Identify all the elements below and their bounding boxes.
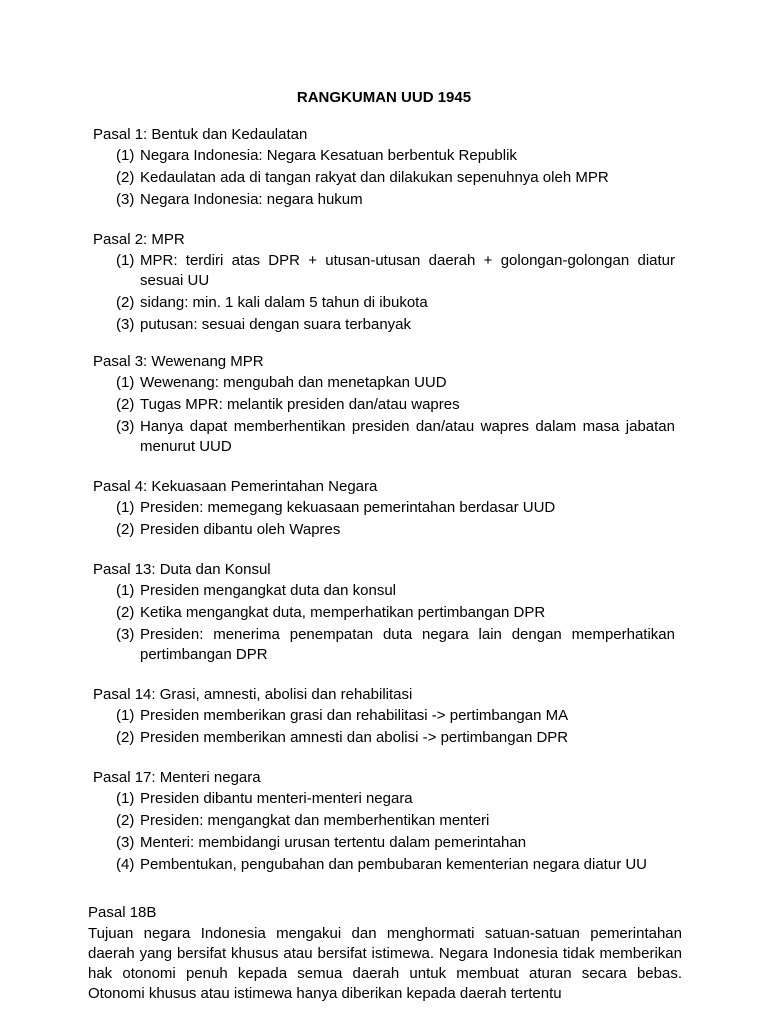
section-heading: Pasal 14: Grasi, amnesti, abolisi dan rehabilitasi bbox=[93, 686, 413, 703]
list-item bbox=[93, 498, 675, 518]
list-item bbox=[93, 706, 675, 726]
list-item bbox=[93, 855, 675, 875]
item-text: Ketika mengangkat duta, memperhatikan pertimbangan DPR bbox=[140, 604, 546, 621]
section-pasal-4 bbox=[93, 476, 675, 542]
item-text: Presiden: mengangkat dan memberhentikan menteri bbox=[140, 812, 490, 829]
item-number: (3) bbox=[116, 191, 135, 208]
section-heading: Pasal 1: Bentuk dan Kedaulatan bbox=[93, 126, 308, 143]
item-number: (2) bbox=[116, 521, 135, 538]
section-pasal-2 bbox=[93, 229, 675, 337]
section-pasal-3 bbox=[93, 351, 675, 459]
item-text: Presiden: memegang kekuasaan pemerintahan berdasar UUD bbox=[140, 499, 556, 516]
item-text: Kedaulatan ada di tangan rakyat dan dilakukan sepenuhnya oleh MPR bbox=[140, 169, 609, 186]
item-number: (3) bbox=[116, 626, 135, 643]
section-pasal-1 bbox=[93, 124, 675, 212]
list-item bbox=[93, 373, 675, 393]
item-number: (3) bbox=[116, 418, 135, 435]
list-item bbox=[93, 251, 675, 291]
item-text: Negara Indonesia: Negara Kesatuan berbentuk Republik bbox=[140, 147, 517, 164]
item-text: Presiden dibantu oleh Wapres bbox=[140, 521, 341, 538]
section-heading: Pasal 3: Wewenang MPR bbox=[93, 353, 264, 370]
section-pasal-13 bbox=[93, 559, 675, 667]
item-number: (2) bbox=[116, 169, 135, 186]
list-item bbox=[93, 520, 675, 540]
item-number: (3) bbox=[116, 316, 135, 333]
item-number: (4) bbox=[116, 856, 135, 873]
item-text: MPR: terdiri atas DPR + utusan-utusan daerah + golongan-golongan diatur sesuai UU bbox=[140, 252, 675, 289]
item-number: (2) bbox=[116, 729, 135, 746]
list-item bbox=[93, 625, 675, 665]
item-text: sidang: min. 1 kali dalam 5 tahun di ibukota bbox=[140, 294, 428, 311]
list-item bbox=[93, 581, 675, 601]
item-number: (1) bbox=[116, 707, 135, 724]
item-number: (1) bbox=[116, 374, 135, 391]
section-pasal-18b bbox=[88, 902, 682, 1004]
section-pasal-14 bbox=[93, 684, 675, 750]
section-heading: Pasal 18B bbox=[88, 904, 157, 921]
list-item bbox=[93, 146, 675, 166]
section-heading: Pasal 2: MPR bbox=[93, 231, 185, 248]
item-text: Negara Indonesia: negara hukum bbox=[140, 191, 363, 208]
list-item bbox=[93, 789, 675, 809]
item-number: (1) bbox=[116, 790, 135, 807]
item-text: Tugas MPR: melantik presiden dan/atau wapres bbox=[140, 396, 460, 413]
item-text: Hanya dapat memberhentikan presiden dan/atau wapres dalam masa jabatan menurut UUD bbox=[140, 418, 675, 455]
section-heading: Pasal 17: Menteri negara bbox=[93, 769, 261, 786]
list-item bbox=[93, 833, 675, 853]
paragraph: Tujuan negara Indonesia mengakui dan menghormati satuan-satuan pemerintahan daerah yang bersifat khusus atau bersifat istimewa. Negara Indonesia tidak memberikan hak otonomi penuh kepada semua daerah untuk membuat aturan secara bebas. Otonomi khusus atau istimewa hanya diberikan kepada daerah tertentu bbox=[88, 925, 682, 1002]
item-text: Pembentukan, pengubahan dan pembubaran kementerian negara diatur UU bbox=[140, 856, 648, 873]
list-item bbox=[93, 293, 675, 313]
section-heading: Pasal 4: Kekuasaan Pemerintahan Negara bbox=[93, 478, 378, 495]
item-number: (1) bbox=[116, 147, 135, 164]
item-text: Wewenang: mengubah dan menetapkan UUD bbox=[140, 374, 447, 391]
item-text: Presiden memberikan grasi dan rehabilitasi -> pertimbangan MA bbox=[140, 707, 569, 724]
list-item bbox=[93, 395, 675, 415]
list-item bbox=[93, 417, 675, 457]
list-item bbox=[93, 168, 675, 188]
list-item bbox=[93, 190, 675, 210]
list-item bbox=[93, 315, 675, 335]
item-number: (1) bbox=[116, 252, 135, 269]
item-number: (1) bbox=[116, 582, 135, 599]
item-text: Menteri: membidangi urusan tertentu dalam pemerintahan bbox=[140, 834, 527, 851]
item-number: (2) bbox=[116, 294, 135, 311]
list-item bbox=[93, 811, 675, 831]
item-text: putusan: sesuai dengan suara terbanyak bbox=[140, 316, 412, 333]
item-number: (3) bbox=[116, 834, 135, 851]
section-pasal-17 bbox=[93, 767, 675, 877]
item-number: (2) bbox=[116, 812, 135, 829]
section-heading: Pasal 13: Duta dan Konsul bbox=[93, 561, 271, 578]
document-title: RANGKUMAN UUD 1945 bbox=[296, 89, 472, 106]
item-number: (2) bbox=[116, 396, 135, 413]
list-item bbox=[93, 603, 675, 623]
item-text: Presiden dibantu menteri-menteri negara bbox=[140, 790, 413, 807]
item-text: Presiden mengangkat duta dan konsul bbox=[140, 582, 397, 599]
item-number: (2) bbox=[116, 604, 135, 621]
item-text: Presiden: menerima penempatan duta negara lain dengan memperhatikan pertimbangan DPR bbox=[140, 626, 675, 663]
item-number: (1) bbox=[116, 499, 135, 516]
item-text: Presiden memberikan amnesti dan abolisi -> pertimbangan DPR bbox=[140, 729, 569, 746]
list-item bbox=[93, 728, 675, 748]
